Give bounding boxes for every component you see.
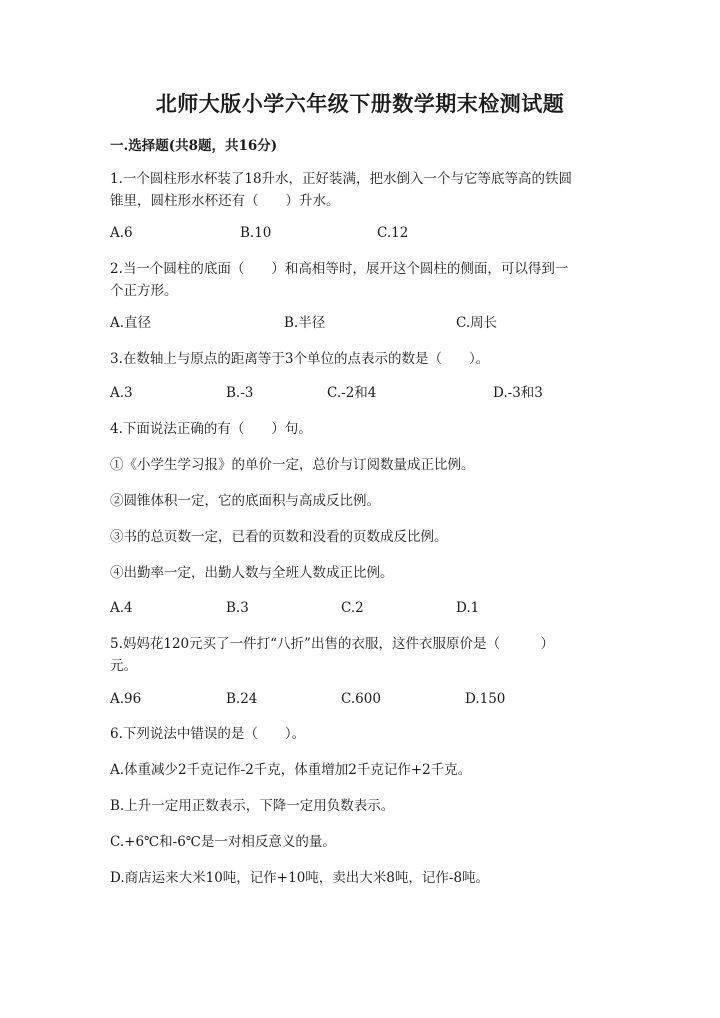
question-6-statement-b: B.上升一定用正数表示，下降一定用负数表示。 <box>110 798 395 814</box>
question-2-option-a: A.直径 <box>110 315 152 331</box>
question-5-option-a: A.96 <box>110 691 142 707</box>
question-5-stem-line-1: 5.妈妈花120元买了一件打“八折”出售的衣服，这件衣服原价是（ ） <box>110 636 554 652</box>
question-4-stem: 4.下面说法正确的有（ ）句。 <box>110 421 312 437</box>
section-heading: 一.选择题(共8题，共16分) <box>110 138 278 154</box>
question-4-option-a: A.4 <box>110 600 133 616</box>
question-4-option-b: B.3 <box>226 600 249 616</box>
question-6-statement-d: D.商店运来大米10吨，记作+10吨，卖出大米8吨，记作-8吨。 <box>110 870 490 886</box>
question-1-option-a: A.6 <box>110 225 133 241</box>
question-4-option-d: D.1 <box>456 600 480 616</box>
question-3-option-d: D.-3和3 <box>493 385 543 401</box>
question-1-stem-line-2: 锥里，圆柱形水杯还有（ ）升水。 <box>110 193 340 209</box>
question-4-statement-3: ③书的总页数一定，已看的页数和没看的页数成反比例。 <box>110 529 448 545</box>
question-4-statement-2: ②圆锥体积一定，它的底面积与高成反比例。 <box>110 493 380 509</box>
question-2-stem-line-1: 2.当一个圆柱的底面（ ）和高相等时，展开这个圆柱的侧面，可以得到一 <box>110 261 569 277</box>
question-1-option-c: C.12 <box>377 225 409 241</box>
question-5-stem-line-2: 元。 <box>110 658 137 674</box>
question-3-stem: 3.在数轴上与原点的距离等于3个单位的点表示的数是（ ）。 <box>110 351 490 367</box>
question-2-option-c: C.周长 <box>456 315 498 331</box>
question-1-option-b: B.10 <box>240 225 272 241</box>
question-6-statement-a: A.体重减少2千克记作-2千克，体重增加2千克记作+2千克。 <box>110 762 472 778</box>
question-1-stem-line-1: 1.一个圆柱形水杯装了18升水，正好装满，把水倒入一个与它等底等高的铁圆 <box>110 171 573 187</box>
question-3-option-a: A.3 <box>110 385 133 401</box>
question-4-statement-1: ①《小学生学习报》的单价一定，总价与订阅数量成正比例。 <box>110 457 475 473</box>
question-3-option-b: B.-3 <box>226 385 254 401</box>
question-4-option-c: C.2 <box>341 600 364 616</box>
question-6-statement-c: C.+6℃和-6℃是一对相反意义的量。 <box>110 834 336 850</box>
question-5-option-b: B.24 <box>226 691 258 707</box>
question-2-option-b: B.半径 <box>284 315 326 331</box>
question-4-statement-4: ④出勤率一定，出勤人数与全班人数成正比例。 <box>110 565 394 581</box>
page-title: 北师大版小学六年级下册数学期末检测试题 <box>155 91 565 116</box>
question-5-option-c: C.600 <box>341 691 381 707</box>
question-2-stem-line-2: 个正方形。 <box>110 283 178 299</box>
question-3-option-c: C.-2和4 <box>327 385 377 401</box>
question-6-stem: 6.下列说法中错误的是（ ）。 <box>110 726 306 742</box>
question-5-option-d: D.150 <box>465 691 506 707</box>
